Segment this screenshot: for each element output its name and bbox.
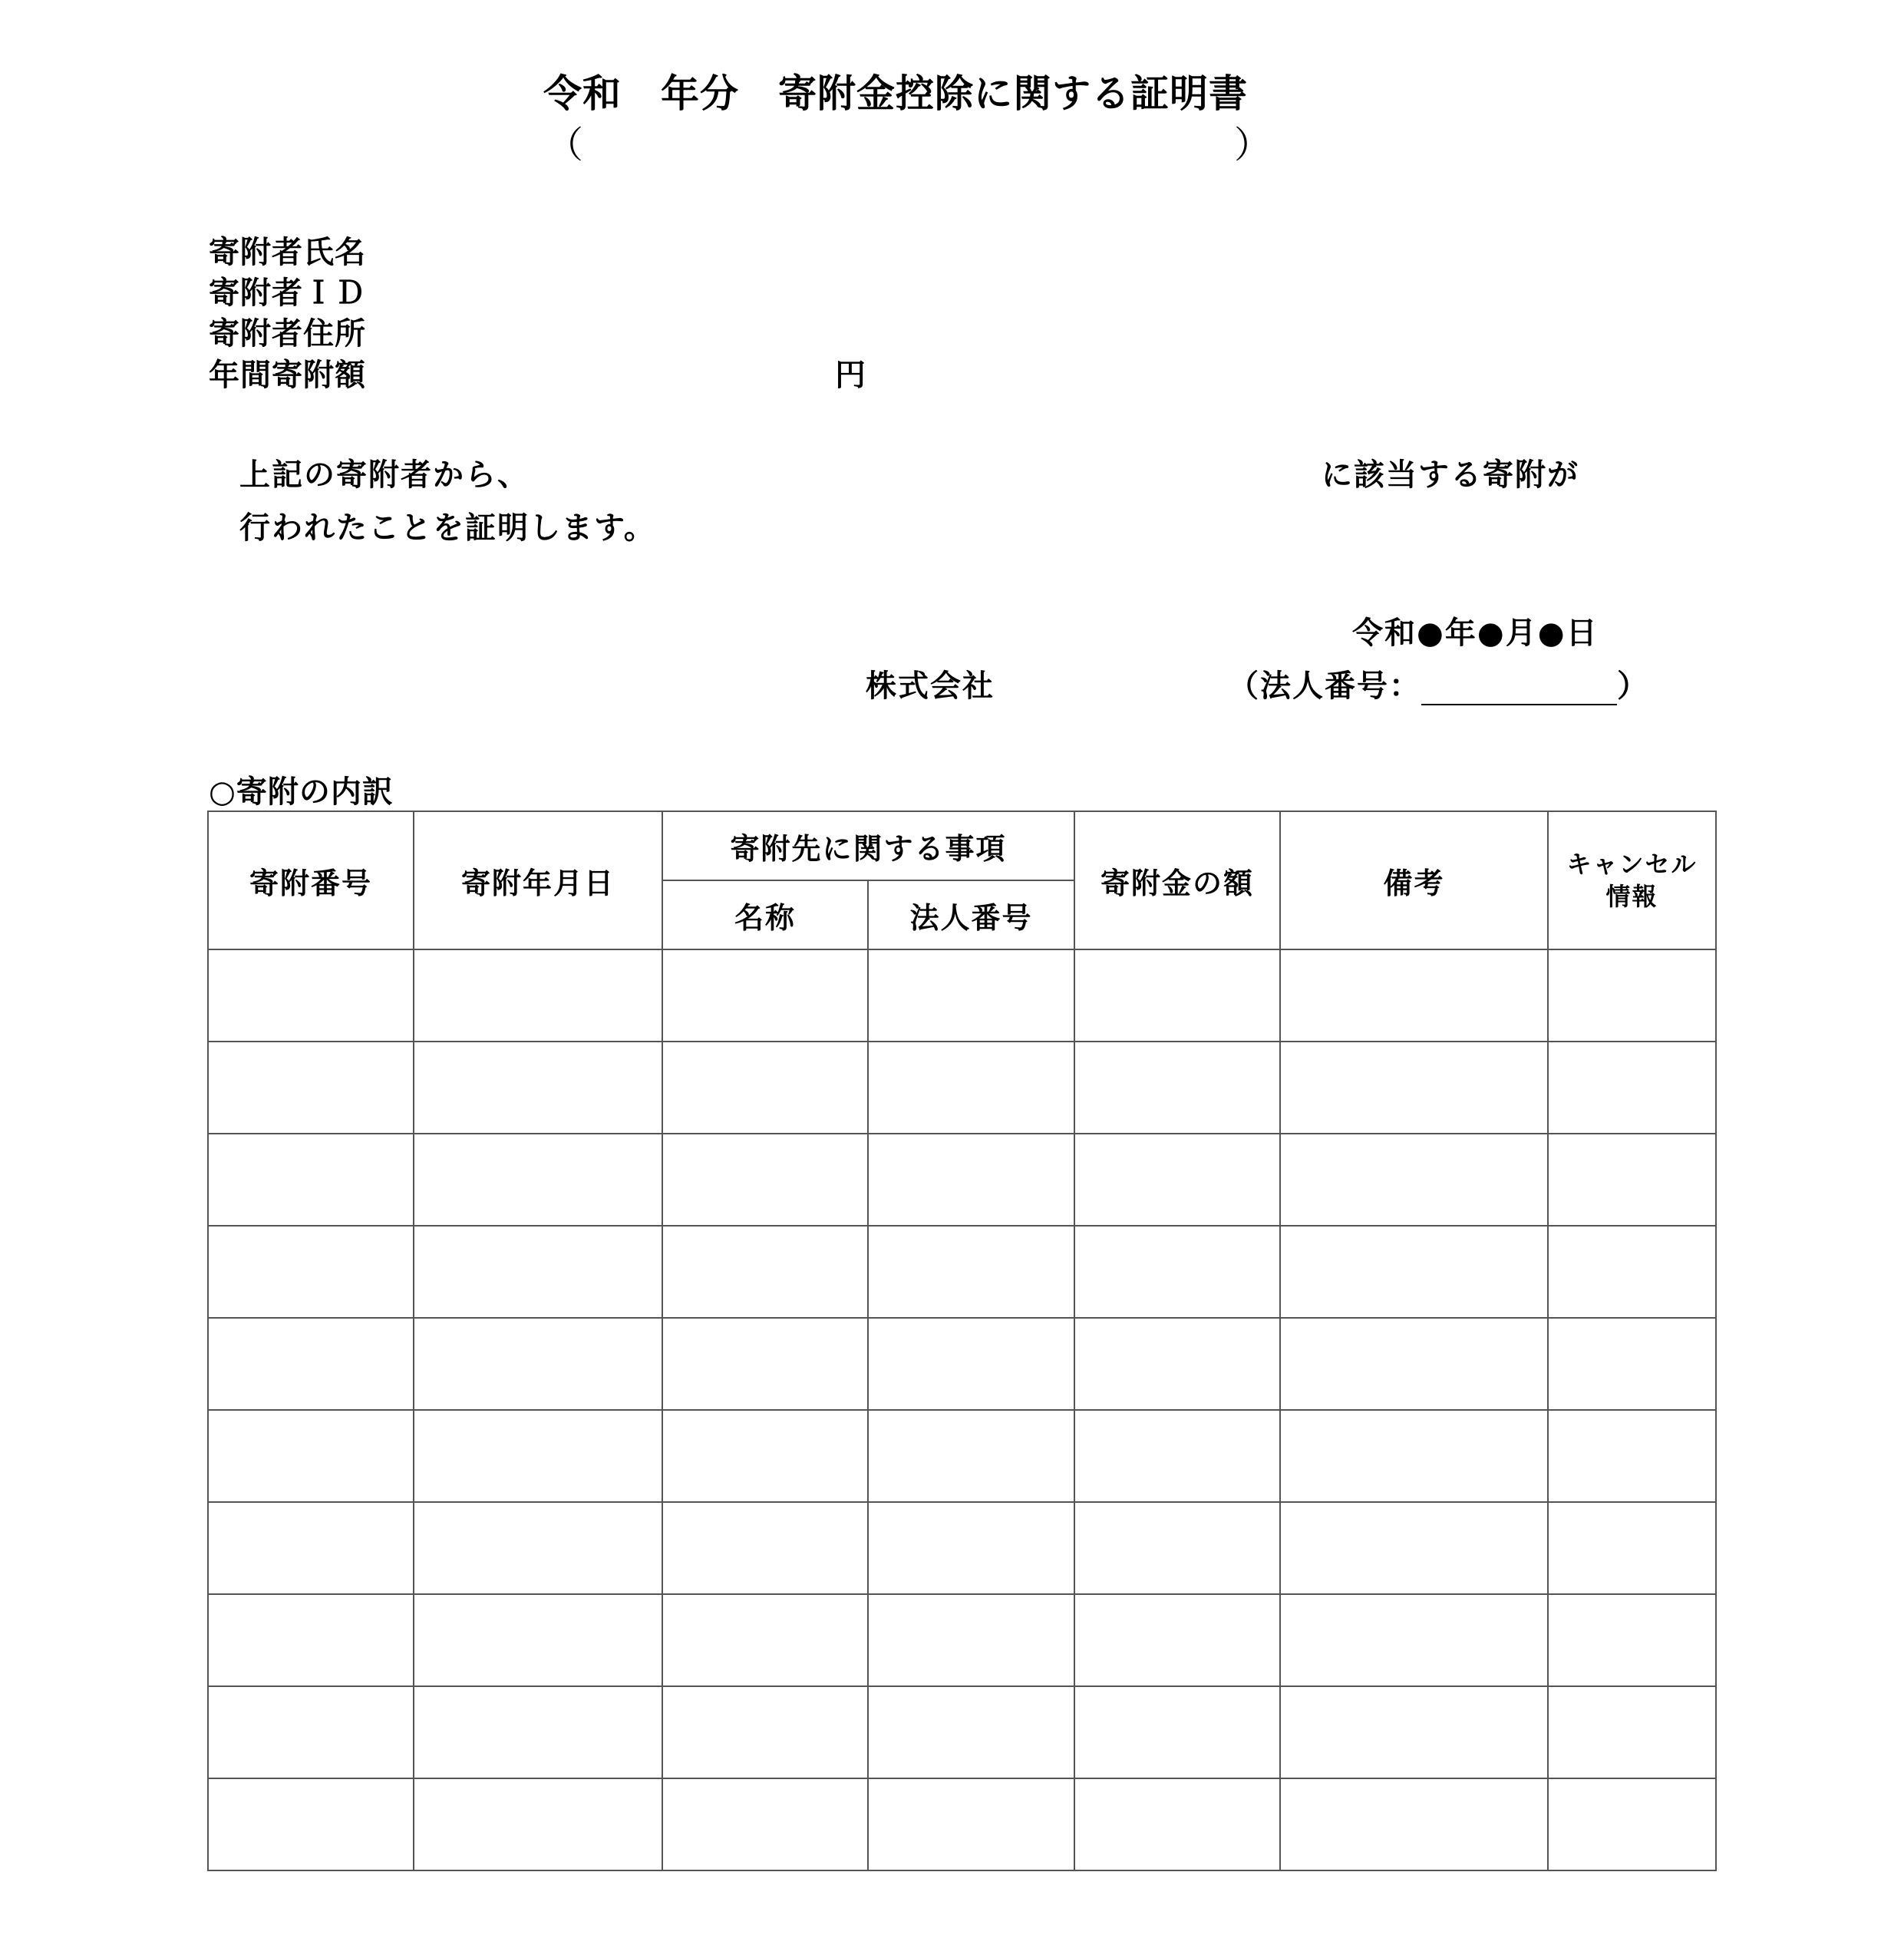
table-cell[interactable] [1280,949,1548,1042]
table-cell[interactable] [414,1042,662,1134]
table-cell[interactable] [662,1686,868,1778]
title-paren-close: ） [1234,124,1272,167]
table-cell[interactable] [868,1778,1074,1870]
document-title: 令和 年分 寄附金控除に関する証明書 [543,71,1248,116]
table-cell[interactable] [208,1134,414,1226]
table-cell[interactable] [662,1318,868,1410]
table-cell[interactable] [1074,1410,1280,1502]
table-cell[interactable] [1074,1042,1280,1134]
table-cell[interactable] [208,949,414,1042]
table-row [208,1778,1716,1870]
breakdown-heading: ○寄附の内訳 [209,774,394,810]
table-cell[interactable] [868,1410,1074,1502]
col-cancel-info [1548,811,1716,949]
table-cell[interactable] [868,1594,1074,1686]
corporate-number-field [1228,662,1649,705]
table-cell[interactable] [208,1594,414,1686]
table-cell[interactable] [868,949,1074,1042]
table-cell[interactable] [868,1686,1074,1778]
table-cell[interactable] [1280,1594,1548,1686]
table-cell[interactable] [1074,1778,1280,1870]
donor-name-label: 寄附者氏名 [209,235,366,270]
table-cell[interactable] [414,1226,662,1318]
col-recipient-name: 名称 [662,880,868,949]
table-cell[interactable] [1280,1042,1548,1134]
table-cell[interactable] [208,1686,414,1778]
table-cell[interactable] [662,1134,868,1226]
table-cell[interactable] [414,1686,662,1778]
table-cell[interactable] [1548,1318,1716,1410]
table-cell[interactable] [662,1226,868,1318]
donation-breakdown-table [207,811,1717,1871]
table-cell[interactable] [1280,1410,1548,1502]
col-remarks: 備考 [1280,811,1548,949]
table-header-row [208,811,1716,880]
col-donation-date: 寄附年月日 [414,811,662,949]
donor-address-label: 寄附者住所 [209,316,366,352]
table-cell[interactable] [414,1778,662,1870]
company-name: 株式会社 [866,669,995,704]
table-cell[interactable] [208,1318,414,1410]
table-row [208,1042,1716,1134]
yen-unit: 円 [835,358,866,393]
table-cell[interactable] [1280,1318,1548,1410]
table-cell[interactable] [1548,1502,1716,1594]
table-cell[interactable] [414,1318,662,1410]
table-cell[interactable] [414,1410,662,1502]
table-cell[interactable] [414,1502,662,1594]
corp-no-open: （法人番号： [1228,669,1421,704]
table-cell[interactable] [414,1134,662,1226]
table-cell[interactable] [1280,1134,1548,1226]
table-cell[interactable] [208,1226,414,1318]
table-cell[interactable] [414,1594,662,1686]
table-cell[interactable] [868,1226,1074,1318]
table-cell[interactable] [1074,1686,1280,1778]
table-cell[interactable] [1548,1778,1716,1870]
table-cell[interactable] [662,1594,868,1686]
table-cell[interactable] [208,1778,414,1870]
table-cell[interactable] [208,1502,414,1594]
donor-id-label: 寄附者ＩＤ [209,276,366,311]
table-cell[interactable] [1074,1318,1280,1410]
statement-line1-start: 上記の寄附者から、 [239,457,530,493]
table-cell[interactable] [1548,1042,1716,1134]
table-cell[interactable] [1548,1134,1716,1226]
table-row [208,1686,1716,1778]
table-row [208,1134,1716,1226]
table-cell[interactable] [868,1502,1074,1594]
table-cell[interactable] [662,1778,868,1870]
col-cancel-line1: キャンセル [1566,850,1698,879]
table-cell[interactable] [1280,1686,1548,1778]
table-cell[interactable] [868,1318,1074,1410]
table-cell[interactable] [868,1134,1074,1226]
col-recipient-group: 寄附先に関する事項 [662,811,1074,880]
table-cell[interactable] [1074,1594,1280,1686]
table-cell[interactable] [1280,1778,1548,1870]
col-donation-number: 寄附番号 [208,811,414,949]
table-cell[interactable] [1074,949,1280,1042]
table-cell[interactable] [1548,1226,1716,1318]
table-cell[interactable] [414,949,662,1042]
table-cell[interactable] [868,1042,1074,1134]
table-row [208,1410,1716,1502]
table-cell[interactable] [1548,1410,1716,1502]
table-cell[interactable] [662,949,868,1042]
table-cell[interactable] [1280,1226,1548,1318]
table-cell[interactable] [662,1410,868,1502]
table-cell[interactable] [1074,1226,1280,1318]
statement-line2: 行われたことを証明します。 [239,510,656,546]
table-cell[interactable] [1548,1594,1716,1686]
issue-date: 令和●年●月●日 [1352,616,1599,651]
table-cell[interactable] [1280,1502,1548,1594]
table-cell[interactable] [662,1502,868,1594]
table-body [208,949,1716,1870]
table-row [208,1226,1716,1318]
col-cancel-line2: 情報 [1605,882,1658,911]
table-cell[interactable] [1074,1502,1280,1594]
corp-no-blank [1421,676,1617,705]
col-donation-amount: 寄附金の額 [1074,811,1280,949]
table-cell[interactable] [1548,949,1716,1042]
table-cell[interactable] [208,1410,414,1502]
annual-amount-label: 年間寄附額 [209,358,366,393]
table-cell[interactable] [208,1042,414,1134]
corp-no-close: ） [1617,669,1649,704]
table-row [208,949,1716,1042]
table-row [208,1502,1716,1594]
table-cell[interactable] [662,1042,868,1134]
table-row [208,1318,1716,1410]
statement-line1-end: に該当する寄附が [1322,457,1579,493]
table-row [208,1594,1716,1686]
table-cell[interactable] [1074,1134,1280,1226]
title-paren-open: （ [546,124,584,167]
table-cell[interactable] [1548,1686,1716,1778]
col-recipient-corp-no: 法人番号 [868,880,1074,949]
